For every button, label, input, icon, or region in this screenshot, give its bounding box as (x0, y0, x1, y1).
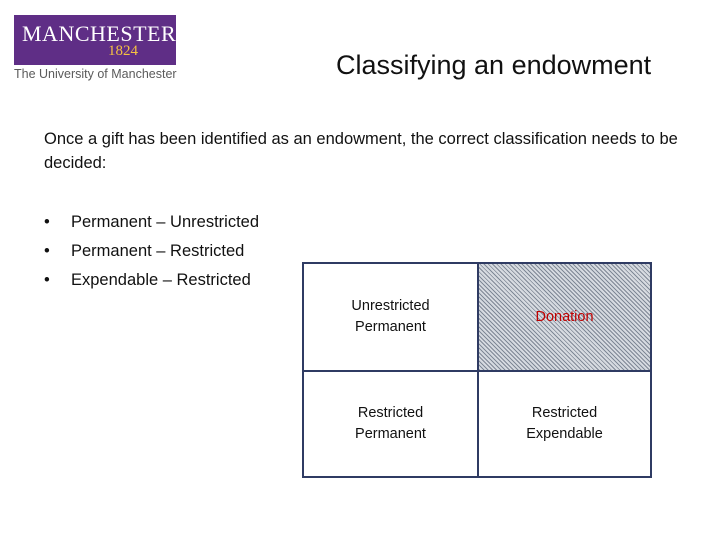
intro-paragraph: Once a gift has been identified as an endowment, the correct classification needs to be decided: (44, 130, 678, 172)
list-item (44, 237, 259, 266)
list-item (44, 208, 259, 237)
logo-wordmark: MANCHESTER (22, 21, 177, 46)
bullet-icon: • (44, 242, 50, 260)
matrix-cell-label: Restricted Expendable (526, 405, 603, 442)
classification-list (44, 208, 259, 295)
university-logo (14, 15, 176, 65)
bullet-icon: • (44, 213, 50, 231)
matrix-cell-restricted-expendable (479, 372, 650, 476)
logo-year: 1824 (108, 43, 138, 59)
list-item (44, 266, 259, 295)
list-item-text: Permanent – Unrestricted (71, 213, 260, 231)
list-item-text: Permanent – Restricted (71, 242, 245, 260)
matrix-cell-label: Donation (535, 308, 594, 325)
logo-subtitle: The University of Manchester (14, 67, 177, 81)
matrix-cell-unrestricted-permanent (304, 264, 477, 370)
matrix-divider-horizontal (304, 370, 650, 372)
classification-matrix (302, 262, 652, 478)
matrix-cell-label: Unrestricted Permanent (351, 298, 430, 335)
slide-title: Classifying an endowment (336, 50, 652, 80)
bullet-icon: • (44, 271, 50, 289)
list-item-text: Expendable – Restricted (71, 271, 251, 289)
matrix-cell-donation (479, 264, 650, 370)
matrix-cell-label: Restricted Permanent (355, 405, 426, 442)
matrix-cell-restricted-permanent (304, 372, 477, 476)
